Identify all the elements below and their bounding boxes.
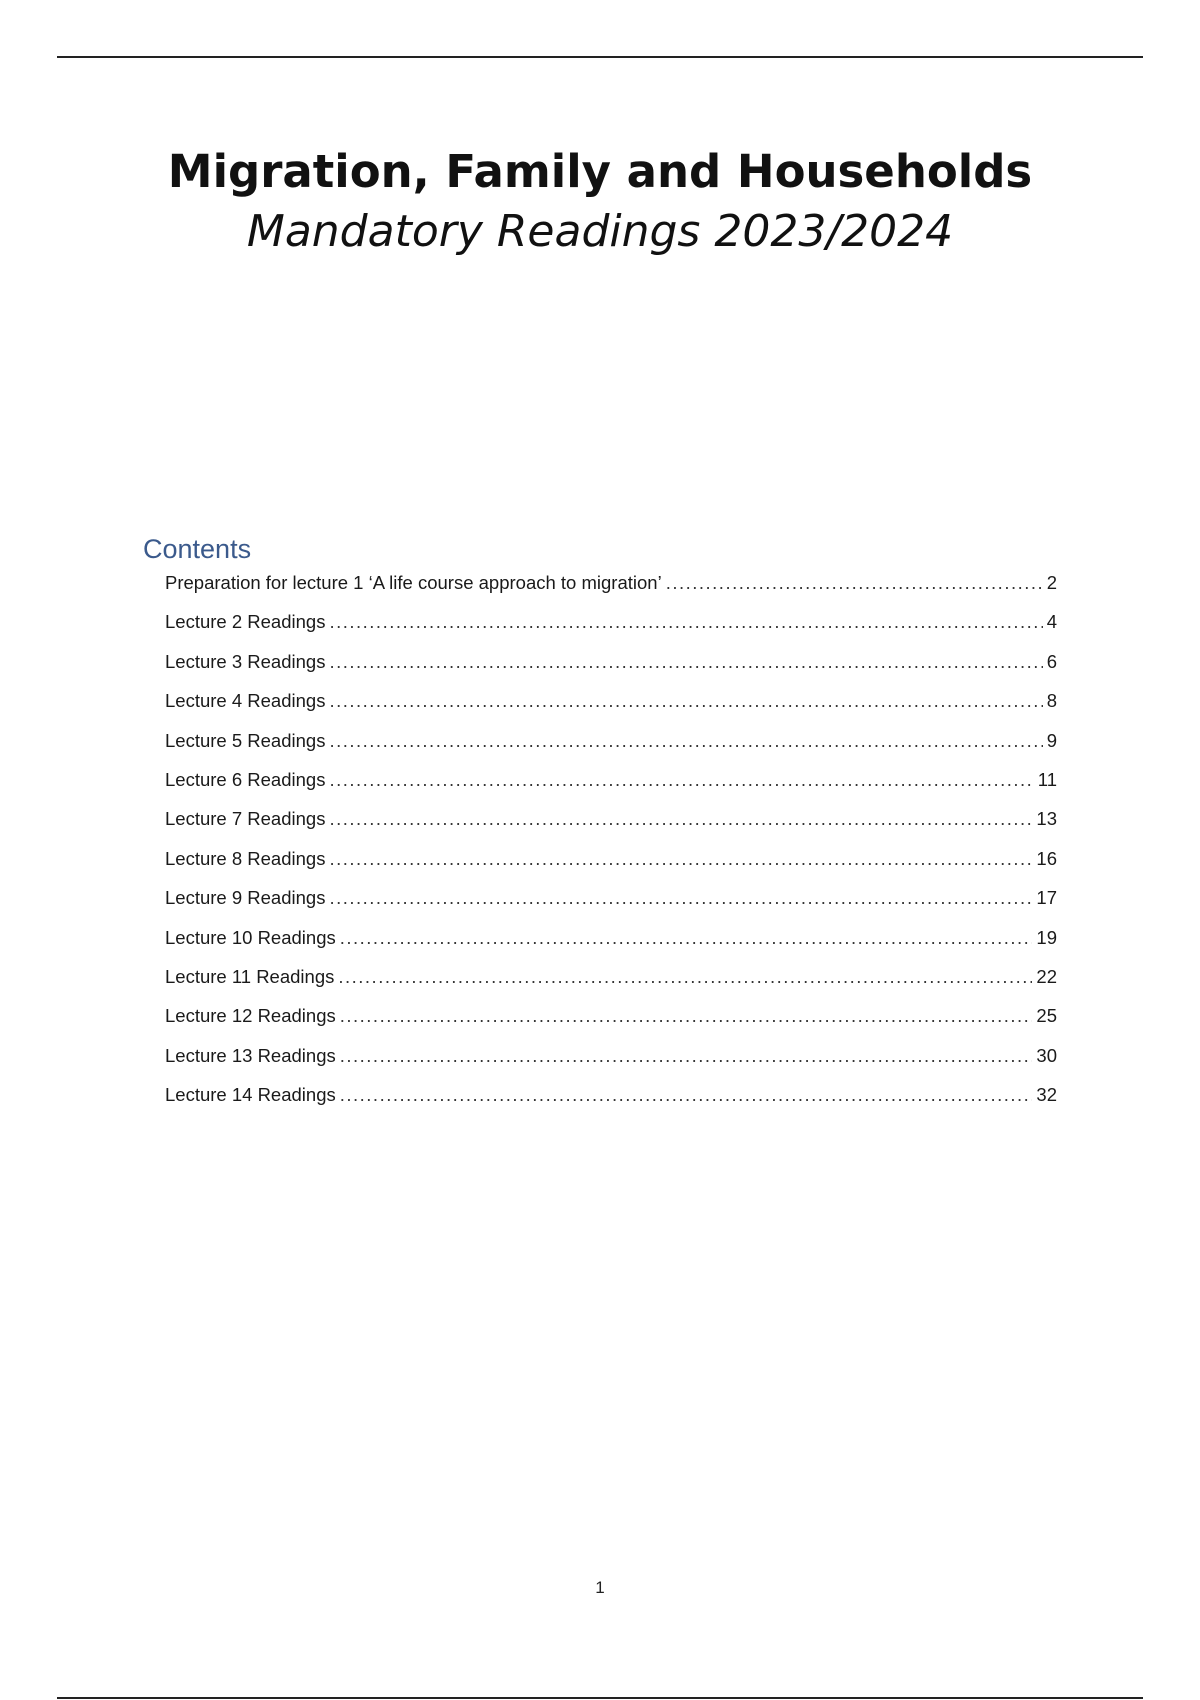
toc-dot-leader xyxy=(666,572,1043,594)
document-title: Migration, Family and Households xyxy=(167,145,1033,198)
toc-entry-label: Lecture 7 Readings xyxy=(165,808,326,830)
toc-dot-leader xyxy=(329,808,1032,830)
toc-entry[interactable] xyxy=(165,887,1057,926)
toc-entry[interactable] xyxy=(165,1005,1057,1044)
toc-entry[interactable] xyxy=(165,651,1057,690)
toc-entry-label: Lecture 4 Readings xyxy=(165,690,326,712)
toc-entry[interactable] xyxy=(165,808,1057,847)
toc-entry-page: 17 xyxy=(1036,887,1057,909)
toc-dot-leader xyxy=(340,1005,1033,1027)
toc-entry[interactable] xyxy=(165,769,1057,808)
toc-entry-page: 16 xyxy=(1036,847,1057,869)
header-rule xyxy=(57,56,1143,58)
toc-entry-page: 6 xyxy=(1046,650,1057,672)
toc-entry-page: 2 xyxy=(1046,572,1057,593)
toc-entry-page: 22 xyxy=(1036,965,1057,987)
toc-entry-label: Lecture 10 Readings xyxy=(165,926,336,948)
toc-dot-leader xyxy=(329,848,1032,870)
page-number: 1 xyxy=(595,1578,605,1597)
toc-dot-leader xyxy=(329,887,1032,909)
title-block xyxy=(0,142,1200,262)
toc-dot-leader xyxy=(340,1084,1033,1106)
toc-entry-label: Lecture 14 Readings xyxy=(165,1084,336,1106)
toc-entry[interactable] xyxy=(165,1045,1057,1084)
toc-entry-page: 9 xyxy=(1046,729,1057,751)
toc-entry-page: 4 xyxy=(1046,611,1057,633)
toc-entry[interactable] xyxy=(165,927,1057,966)
toc-entry-label: Lecture 13 Readings xyxy=(165,1044,336,1066)
toc-dot-leader xyxy=(340,1045,1033,1067)
toc-entry-page: 19 xyxy=(1036,926,1057,948)
toc-entry-label: Lecture 5 Readings xyxy=(165,729,326,751)
toc-entry-label: Lecture 9 Readings xyxy=(165,887,326,909)
table-of-contents xyxy=(165,572,1057,1123)
toc-entry[interactable] xyxy=(165,1084,1057,1123)
toc-entry-page: 25 xyxy=(1036,1005,1057,1027)
toc-entry-page: 11 xyxy=(1037,768,1057,790)
toc-entry-label: Lecture 2 Readings xyxy=(165,611,326,633)
toc-entry-label: Lecture 11 Readings xyxy=(165,965,335,987)
contents-heading: Contents xyxy=(143,534,252,564)
toc-dot-leader xyxy=(329,690,1042,712)
toc-dot-leader xyxy=(329,769,1033,791)
toc-entry-label: Lecture 6 Readings xyxy=(165,768,326,790)
toc-entry-page: 32 xyxy=(1036,1084,1057,1106)
footer-rule xyxy=(57,1697,1143,1699)
toc-dot-leader xyxy=(329,651,1042,673)
toc-dot-leader xyxy=(338,966,1032,988)
toc-entry-label: Lecture 8 Readings xyxy=(165,847,326,869)
toc-entry[interactable] xyxy=(165,690,1057,729)
toc-entry-page: 13 xyxy=(1036,808,1057,830)
toc-dot-leader xyxy=(340,927,1033,949)
document-subtitle: Mandatory Readings 2023/2024 xyxy=(246,206,954,257)
toc-entry-label: Lecture 12 Readings xyxy=(165,1005,336,1027)
toc-entry[interactable] xyxy=(165,611,1057,650)
toc-dot-leader xyxy=(329,730,1042,752)
toc-entry[interactable] xyxy=(165,730,1057,769)
toc-entry-page: 8 xyxy=(1046,690,1057,712)
toc-dot-leader xyxy=(329,611,1042,633)
toc-entry[interactable] xyxy=(165,848,1057,887)
toc-entry[interactable] xyxy=(165,572,1057,611)
toc-entry-page: 30 xyxy=(1036,1044,1057,1066)
toc-entry-label: Lecture 3 Readings xyxy=(165,650,326,672)
toc-entry[interactable] xyxy=(165,966,1057,1005)
toc-entry-label: Preparation for lecture 1 ‘A life course approach to migration’ xyxy=(165,572,662,593)
